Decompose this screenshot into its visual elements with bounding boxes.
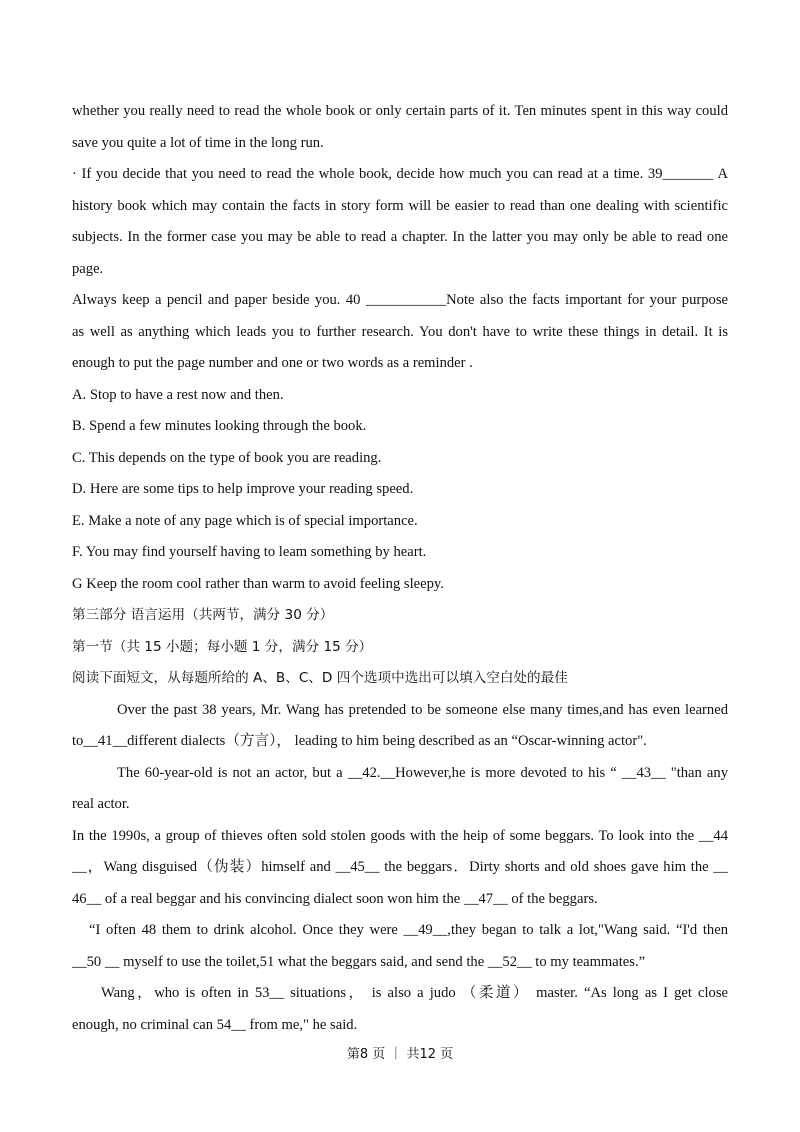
passage-line: subjects. In the former case you may be able to read a chapter. In the latter you may only be able to read one — [72, 229, 728, 245]
option-d: D. Here are some tips to help improve your reading speed. — [72, 481, 414, 497]
passage-line: · If you decide that you need to read the whole book, decide how much you can read at a time. 39_______ A — [72, 166, 728, 182]
passage-line: Always keep a pencil and paper beside you. 40 ___________Note also the facts important for your purpose — [72, 292, 728, 308]
cloze-line: enough, no criminal can 54__ from me," he said. — [72, 1017, 358, 1033]
section-title: 第一节（共 15 小题；每小题 1 分，满分 15 分） — [72, 639, 373, 655]
cloze-line: Wang，who is often in 53__ situations， is also a judo （柔道） master. “As long as I get close — [101, 985, 728, 1001]
page-number: 第8 页 ｜ 共12 页 — [346, 1047, 454, 1062]
cloze-line: __50 __ myself to use the toilet,51 what the beggars said, and send the __52__ to my teammates.” — [72, 954, 646, 970]
passage-line: whether you really need to read the whole book or only certain parts of it. Ten minutes spent in this way could — [72, 103, 728, 119]
option-c: C. This depends on the type of book you are reading. — [72, 450, 382, 466]
cloze-line: “I often 48 them to drink alcohol. Once they were __49__,they began to talk a lot,"Wang said. “I'd then — [89, 922, 728, 938]
cloze-line: to__41__different dialects（方言）， leading to him being described as an “Oscar-winning actor". — [72, 733, 647, 749]
cloze-line: In the 1990s, a group of thieves often sold stolen goods with the heip of some beggars. To look into the __44 — [72, 828, 728, 844]
option-b: B. Spend a few minutes looking through the book. — [72, 418, 367, 434]
option-f: F. You may find yourself having to leam something by heart. — [72, 544, 427, 560]
cloze-line: real actor. — [72, 796, 130, 812]
cloze-line: 46__ of a real beggar and his convincing dialect soon won him the __47__ of the beggars. — [72, 891, 598, 907]
passage-line: save you quite a lot of time in the long run. — [72, 135, 324, 151]
passage-line: page. — [72, 261, 104, 277]
option-a: A. Stop to have a rest now and then. — [72, 387, 284, 403]
cloze-line: The 60-year-old is not an actor, but a __42.__However,he is more devoted to his “ __43__ "than any — [117, 765, 728, 781]
passage-line: history book which may contain the facts in story form will be easier to read than one dealing with scientific — [72, 198, 728, 214]
option-g: G Keep the room cool rather than warm to avoid feeling sleepy. — [72, 576, 444, 592]
option-e: E. Make a note of any page which is of special importance. — [72, 513, 418, 529]
cloze-line: __，Wang disguised（伪装）himself and __45__ the beggars．Dirty shorts and old shoes gave him the __ — [72, 859, 728, 875]
passage-line: as well as anything which leads you to further research. You don't have to write these things in detail. It is — [72, 324, 728, 340]
part-title: 第三部分 语言运用（共两节，满分 30 分） — [72, 607, 334, 623]
section-instruction: 阅读下面短文，从每题所给的 A、B、C、D 四个选项中选出可以填入空白处的最佳 — [72, 670, 568, 686]
passage-line: enough to put the page number and one or two words as a reminder . — [72, 355, 473, 371]
cloze-line: Over the past 38 years, Mr. Wang has pretended to be someone else many times,and has even learned — [117, 702, 728, 718]
